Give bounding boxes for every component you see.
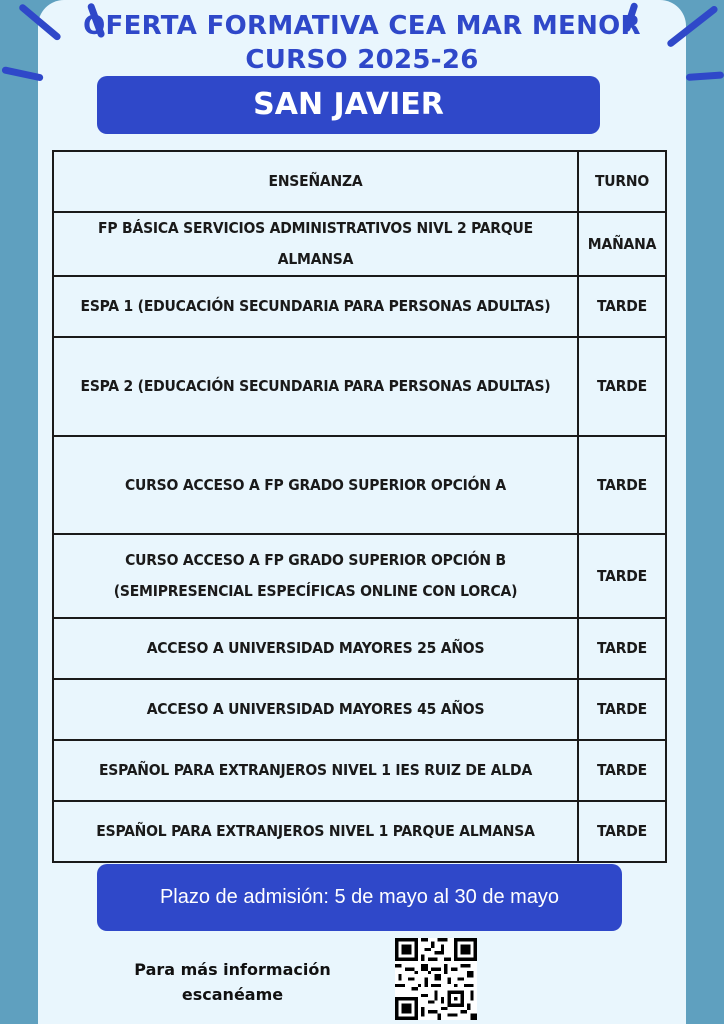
course-table [52,150,667,863]
course-name: FP BÁSICA SERVICIOS ADMINISTRATIVOS NIVL 2 PARQUE ALMANSA [53,212,578,276]
course-name: ESPAÑOL PARA EXTRANJEROS NIVEL 1 IES RUIZ DE ALDA [53,740,578,801]
course-name: ESPAÑOL PARA EXTRANJEROS NIVEL 1 PARQUE ALMANSA [53,801,578,862]
more-info-line2: escanéame [181,985,284,1004]
table-row [53,212,666,276]
table-row [53,740,666,801]
admission-deadline-banner: Plazo de admisión: 5 de mayo al 30 de mayo [97,864,622,931]
course-name: ESPA 1 (EDUCACIÓN SECUNDARIA PARA PERSONAS ADULTAS) [53,276,578,337]
course-shift: TARDE [578,436,666,534]
table-row [53,276,666,337]
table-row [53,534,666,618]
course-name: ACCESO A UNIVERSIDAD MAYORES 45 AÑOS [53,679,578,740]
course-name: CURSO ACCESO A FP GRADO SUPERIOR OPCIÓN B (SEMIPRESENCIAL ESPECÍFICAS ONLINE CON LORCA) [53,534,578,618]
location-banner: SAN JAVIER [97,76,600,134]
course-shift: MAÑANA [578,212,666,276]
page-title: OFERTA FORMATIVA CEA MAR MENOR [83,11,641,41]
table-header-row [53,151,666,212]
course-name: CURSO ACCESO A FP GRADO SUPERIOR OPCIÓN A [53,436,578,534]
course-shift: TARDE [578,679,666,740]
course-shift: TARDE [578,534,666,618]
course-year: CURSO 2025-26 [245,45,479,75]
column-header-course: ENSEÑANZA [53,151,578,212]
table-row [53,618,666,679]
table-row [53,801,666,862]
more-info-line1: Para más información [134,960,331,979]
course-name: ACCESO A UNIVERSIDAD MAYORES 25 AÑOS [53,618,578,679]
table-row [53,337,666,436]
column-header-shift: TURNO [578,151,666,212]
table-row [53,436,666,534]
qr-code-icon[interactable] [395,938,477,1020]
table-row [53,679,666,740]
course-shift: TARDE [578,618,666,679]
course-name: ESPA 2 (EDUCACIÓN SECUNDARIA PARA PERSONAS ADULTAS) [53,337,578,436]
course-shift: TARDE [578,276,666,337]
course-shift: TARDE [578,740,666,801]
course-shift: TARDE [578,801,666,862]
course-shift: TARDE [578,337,666,436]
more-info-text [110,957,355,1007]
